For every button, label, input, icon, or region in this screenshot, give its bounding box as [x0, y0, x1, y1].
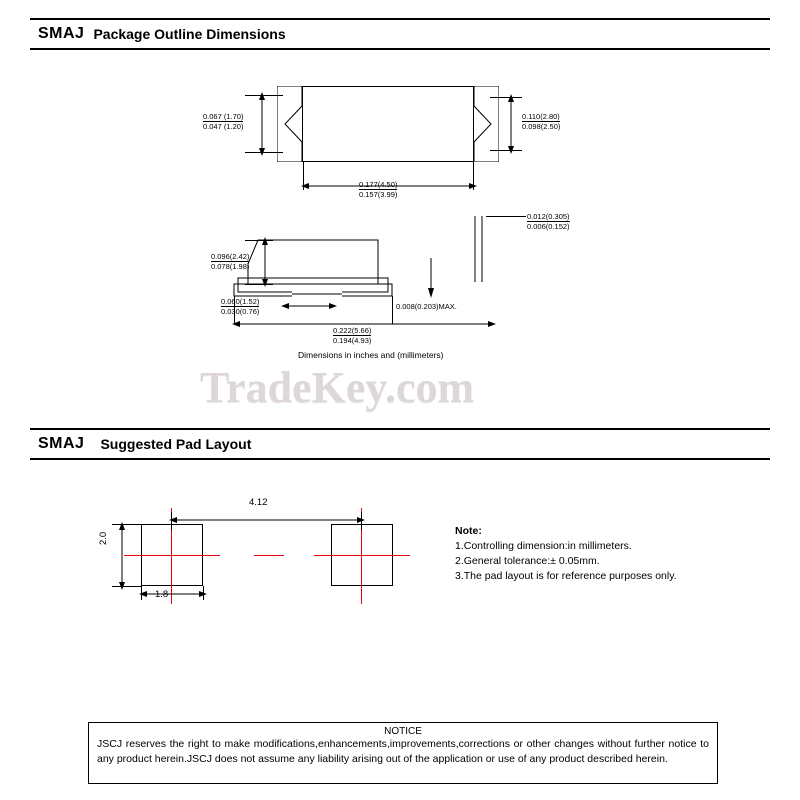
dim-overall-length-lower: 0.194(4.93): [333, 336, 372, 345]
dimension-arrow-pitch: [169, 514, 365, 526]
dim-body-length: [359, 180, 397, 199]
section-header-package-outline: [30, 18, 770, 50]
dim-width-right-upper: 0.110(2.80): [522, 112, 560, 121]
section-brand: SMAJ: [38, 25, 85, 42]
section-title-2: Suggested Pad Layout: [100, 436, 252, 452]
dim-overall-length-upper: 0.222(5.66): [333, 326, 372, 335]
dimension-arrow-left-height: [255, 92, 269, 156]
dim-lead-thickness-upper: 0.012(0.305): [527, 212, 570, 221]
dim-pad-pitch: 4.12: [249, 497, 268, 508]
notice-body: JSCJ reserves the right to make modifications,enhancements,improvements,corrections or other changes without further notice to any product herein.JSCJ does not assume any liability arising out of the application or use of any product described herein.: [97, 738, 709, 765]
section-title: Package Outline Dimensions: [93, 26, 286, 42]
dim-height-left-lower: 0.047 (1.20): [203, 122, 244, 131]
watermark-text-2: .com: [384, 363, 475, 412]
tradekey-watermark: [200, 362, 620, 422]
dim-foot-length-upper: 0.060(1.52): [221, 297, 260, 306]
dimension-arrow-foot-length: [281, 300, 337, 312]
dim-pad-width: 1.8: [155, 589, 169, 600]
dim-pad-height: 2.0: [98, 531, 109, 545]
dimension-arrow-pad-height: [116, 522, 128, 590]
dim-body-length-upper: 0.177(4.50): [359, 180, 398, 189]
pad-layout-notes: [455, 524, 677, 584]
center-line-horizontal-middle: [254, 555, 284, 556]
note-line-3: 3.The pad layout is for reference purposes only.: [455, 570, 677, 582]
section-header-pad-layout: [30, 428, 770, 460]
dim-width-right: [522, 112, 560, 131]
left-terminal: [277, 86, 303, 162]
body-rectangle: [302, 86, 474, 162]
notice-heading: NOTICE: [384, 726, 422, 737]
dim-body-height: [211, 252, 249, 271]
dimension-arrow-body-height: [258, 237, 272, 287]
dim-foot-length-lower: 0.030(0.76): [221, 307, 260, 316]
drawing-units-caption: Dimensions in inches and (millimeters): [298, 350, 444, 360]
dim-body-height-lower: 0.078(1.98): [211, 262, 250, 271]
dim-standoff: 0.008(0.203)MAX.: [396, 302, 457, 311]
left-terminal-shape: [277, 86, 303, 162]
dim-lead-thickness: [527, 212, 570, 231]
center-line-horizontal-right: [314, 555, 410, 556]
dim-foot-length: [221, 297, 259, 316]
dim-overall-length: [333, 326, 371, 345]
dim-height-left-upper: 0.067 (1.70): [203, 112, 244, 121]
dim-body-height-upper: 0.096(2.42): [211, 252, 250, 261]
notice-box: [88, 722, 718, 784]
ext-line-lead-thickness: [486, 216, 526, 217]
dimension-arrow-right-width: [504, 94, 518, 154]
center-line-horizontal-left: [124, 555, 220, 556]
note-line-2: 2.General tolerance:± 0.05mm.: [455, 555, 600, 567]
dim-lead-thickness-lower: 0.006(0.152): [527, 222, 570, 231]
note-line-1: 1.Controlling dimension:in millimeters.: [455, 540, 632, 552]
note-title: Note:: [455, 525, 482, 537]
watermark-text-1: TradeKey: [200, 363, 385, 412]
dim-width-right-lower: 0.098(2.50): [522, 122, 561, 131]
side-view-outline: [230, 216, 530, 326]
section-brand-2: SMAJ: [38, 435, 85, 452]
dim-height-left: [203, 112, 243, 131]
dimension-arrow-standoff: [424, 258, 438, 298]
dimension-arrow-pad-width: [139, 588, 207, 600]
dim-body-length-lower: 0.157(3.99): [359, 190, 398, 199]
